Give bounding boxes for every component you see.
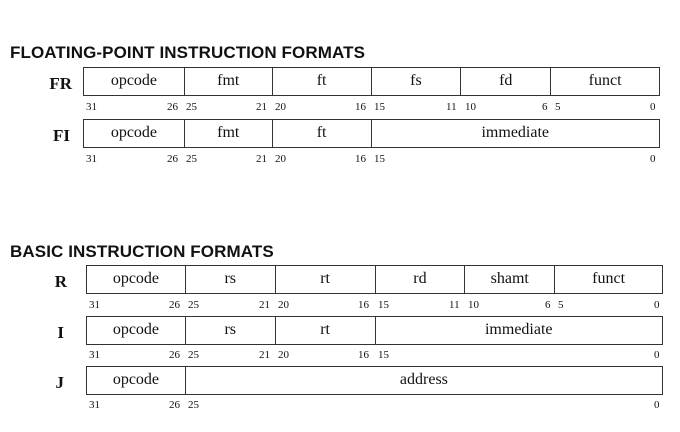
fr-bit-15: 15 xyxy=(374,101,385,113)
fi-field-ft: ft xyxy=(273,120,372,147)
r-bit-31: 31 xyxy=(89,299,100,311)
fp-section-heading: FLOATING-POINT INSTRUCTION FORMATS xyxy=(10,43,366,62)
fr-field-fs: fs xyxy=(372,68,462,95)
i-field-rs: rs xyxy=(186,317,276,344)
r-field-opcode: opcode xyxy=(87,266,186,293)
fr-format-fields xyxy=(83,67,660,96)
r-bit-25: 25 xyxy=(188,299,199,311)
fr-bit-21: 21 xyxy=(256,101,267,113)
j-bit-26: 26 xyxy=(169,399,180,411)
fi-format-label: FI xyxy=(53,126,70,145)
r-bit-10: 10 xyxy=(468,299,479,311)
i-bit-15: 15 xyxy=(378,349,389,361)
j-bit-25: 25 xyxy=(188,399,199,411)
fr-bit-6: 6 xyxy=(542,101,548,113)
i-bit-26: 26 xyxy=(169,349,180,361)
fi-bit-0: 0 xyxy=(650,153,656,165)
fr-field-ft: ft xyxy=(273,68,372,95)
fr-bit-25: 25 xyxy=(186,101,197,113)
fr-field-fd: fd xyxy=(461,68,551,95)
j-bit-31: 31 xyxy=(89,399,100,411)
fr-format-label: FR xyxy=(49,74,72,93)
r-bit-21: 21 xyxy=(259,299,270,311)
r-bit-6: 6 xyxy=(545,299,551,311)
fi-field-opcode: opcode xyxy=(84,120,185,147)
fi-format-fields xyxy=(83,119,660,148)
r-field-rt: rt xyxy=(276,266,376,293)
fi-bit-20: 20 xyxy=(275,153,286,165)
basic-section-heading: BASIC INSTRUCTION FORMATS xyxy=(10,242,274,261)
fr-field-funct: funct xyxy=(551,68,660,95)
r-bit-20: 20 xyxy=(278,299,289,311)
i-bit-16: 16 xyxy=(358,349,369,361)
i-format-fields xyxy=(86,316,663,345)
i-field-immediate: immediate xyxy=(376,317,664,344)
r-bit-5: 5 xyxy=(558,299,564,311)
fi-bit-26: 26 xyxy=(167,153,178,165)
j-field-address: address xyxy=(186,367,663,394)
r-format-fields xyxy=(86,265,663,294)
j-format-fields xyxy=(86,366,663,395)
i-field-rt: rt xyxy=(276,317,376,344)
r-bit-15: 15 xyxy=(378,299,389,311)
r-bit-11: 11 xyxy=(449,299,460,311)
fr-bit-5: 5 xyxy=(555,101,561,113)
fi-bit-25: 25 xyxy=(186,153,197,165)
r-bit-16: 16 xyxy=(358,299,369,311)
fr-bit-10: 10 xyxy=(465,101,476,113)
j-bit-0: 0 xyxy=(654,399,660,411)
fr-bit-16: 16 xyxy=(355,101,366,113)
fi-bit-15: 15 xyxy=(374,153,385,165)
fr-bit-0: 0 xyxy=(650,101,656,113)
fr-bit-31: 31 xyxy=(86,101,97,113)
fi-field-immediate: immediate xyxy=(372,120,661,147)
fi-bit-16: 16 xyxy=(355,153,366,165)
r-field-shamt: shamt xyxy=(465,266,555,293)
i-bit-25: 25 xyxy=(188,349,199,361)
r-field-rs: rs xyxy=(186,266,276,293)
i-bit-20: 20 xyxy=(278,349,289,361)
i-bit-0: 0 xyxy=(654,349,660,361)
fr-bit-26: 26 xyxy=(167,101,178,113)
fi-bit-21: 21 xyxy=(256,153,267,165)
fr-bit-11: 11 xyxy=(446,101,457,113)
r-field-funct: funct xyxy=(555,266,663,293)
r-bit-26: 26 xyxy=(169,299,180,311)
fr-field-fmt: fmt xyxy=(185,68,273,95)
fi-field-fmt: fmt xyxy=(185,120,273,147)
r-bit-0: 0 xyxy=(654,299,660,311)
j-format-label: J xyxy=(55,373,64,392)
i-field-opcode: opcode xyxy=(87,317,186,344)
i-format-label: I xyxy=(57,323,64,342)
fi-bit-31: 31 xyxy=(86,153,97,165)
r-field-rd: rd xyxy=(376,266,466,293)
r-format-label: R xyxy=(54,272,67,291)
j-field-opcode: opcode xyxy=(87,367,186,394)
i-bit-21: 21 xyxy=(259,349,270,361)
fr-bit-20: 20 xyxy=(275,101,286,113)
fr-field-opcode: opcode xyxy=(84,68,185,95)
i-bit-31: 31 xyxy=(89,349,100,361)
